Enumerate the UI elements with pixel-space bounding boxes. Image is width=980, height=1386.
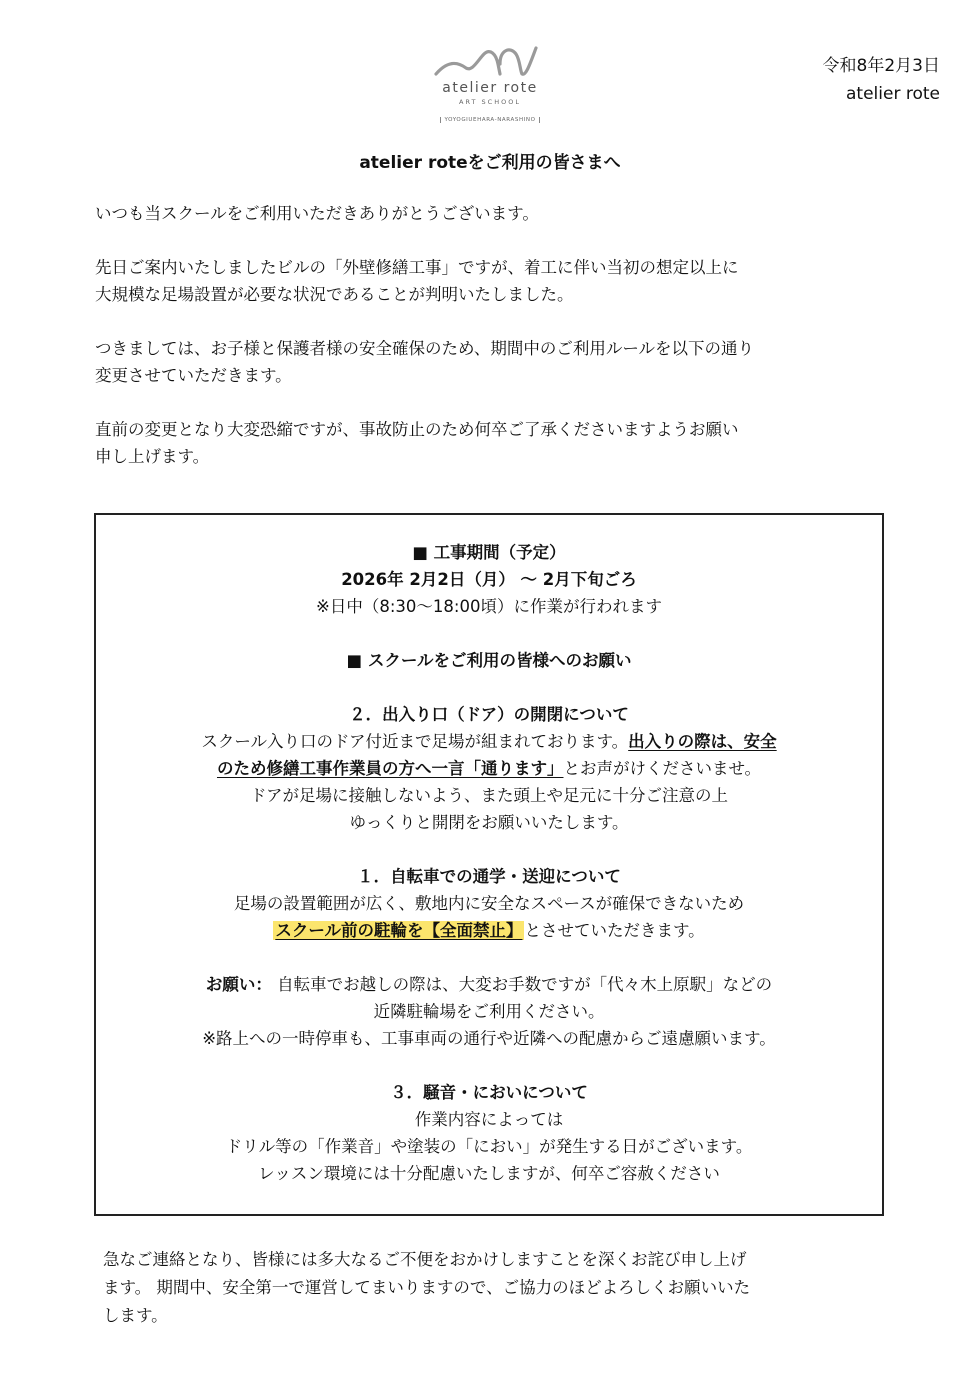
noise-section-title: ３．騒音・においについて (390, 1083, 588, 1102)
intro-p4-line1: 直前の変更となり大変恐縮ですが、事故防止のため何卒ご了承くださいますようお願い (95, 420, 739, 439)
door-section-title: ２．出入り口（ドア）の開閉について (349, 705, 629, 724)
logo-name: atelier rote (442, 80, 538, 96)
bicycle-request-line2: 近隣駐輪場をご利用ください。 (373, 1002, 605, 1021)
intro-paragraph-rules (95, 335, 895, 389)
door-line1-emphasis: 出入りの際は、安全 (628, 732, 777, 751)
closing-paragraph (103, 1246, 893, 1330)
intro-p3-line2: 変更させていただきます。 (95, 366, 292, 385)
intro-paragraph-apology (95, 416, 895, 470)
noise-line3: レッスン環境には十分配慮いたしますが、何卒ご容赦ください (258, 1164, 720, 1183)
door-line4: ゆっくりと開閉をお願いいたします。 (349, 813, 629, 832)
door-line2-text: とお声がけくださいませ。 (563, 759, 761, 778)
intro-p2-line2: 大規模な足場設置が必要な状況であることが判明いたしました。 (95, 285, 574, 304)
intro-p2-line1: 先日ご案内いたしましたビルの「外壁修繕工事」ですが、着工に伴い当初の想定以上に (95, 258, 739, 277)
noise-line2: ドリル等の「作業音」や塗装の「におい」が発生する日がございます。 (225, 1137, 753, 1156)
document-date: 令和8年2月3日 (822, 56, 940, 76)
intro-p3-line1: つきましては、お子様と保護者様の安全確保のため、期間中のご利用ルールを以下の通り (95, 339, 755, 358)
logo-subtitle: ART SCHOOL (459, 98, 521, 106)
document-meta (823, 52, 940, 108)
bicycle-request-text: 自転車でお越しの際は、大変お手数ですが「代々木上原駅」などの (277, 975, 773, 994)
period-dates: 2026年 2月2日（月） ～ 2月下旬ごろ (341, 570, 637, 589)
door-line2-emphasis: のため修繕工事作業員の方へ一言「通ります」 (216, 759, 564, 778)
bicycle-section-title: １．自転車での通学・送迎について (357, 867, 621, 886)
bicycle-line2 (96, 917, 882, 944)
mountain-logo-icon (434, 40, 546, 78)
period-title: ■ 工事期間（予定） (412, 543, 566, 562)
bicycle-line2-text: とさせていただきます。 (524, 921, 705, 940)
request-title: ■ スクールをご利用の皆様へのお願い (346, 651, 632, 670)
intro-greeting: いつも当スクールをご利用いただきありがとうございます。 (95, 204, 539, 223)
bicycle-request-line1 (96, 971, 882, 998)
door-line3: ドアが足場に接触しないよう、また頭上や足元に十分ご注意の上 (249, 786, 728, 805)
document-sender: atelier rote (846, 84, 940, 104)
school-logo (420, 40, 560, 125)
closing-line1: 急なご連絡となり、皆様には多大なるご不便をおかけしますことを深くお詫び申し上げ (103, 1250, 747, 1269)
notice-box (94, 513, 884, 1216)
period-hours: ※日中（8:30～18:00頃）に作業が行われます (316, 597, 662, 616)
intro-section (95, 200, 895, 497)
bicycle-line1: 足場の設置範囲が広く、敷地内に安全なスペースが確保できないため (233, 894, 745, 913)
document-heading: atelier roteをご利用の皆さまへ (359, 153, 621, 173)
door-line1 (96, 728, 882, 755)
bicycle-request-line3: ※路上への一時停車も、工事車両の通行や近隣への配慮からご遠慮願います。 (202, 1029, 776, 1048)
bicycle-ban-highlight: スクール前の駐輪を【全面禁止】 (275, 921, 523, 940)
intro-paragraph-construction (95, 254, 895, 308)
closing-line2: ます。 期間中、安全第一で運営してまいりますので、ご協力のほどよろしくお願いいた (103, 1278, 751, 1297)
door-line2 (96, 755, 882, 782)
noise-line1: 作業内容によっては (414, 1110, 564, 1129)
logo-area: YOYOGIUEHARA-NARASHINO (440, 117, 539, 123)
intro-p4-line2: 申し上げます。 (95, 447, 210, 466)
closing-line3: します。 (103, 1306, 168, 1325)
bicycle-request-label: お願い： (205, 975, 272, 994)
door-line1-text: スクール入り口のドア付近まで足場が組まれております。 (201, 732, 629, 751)
